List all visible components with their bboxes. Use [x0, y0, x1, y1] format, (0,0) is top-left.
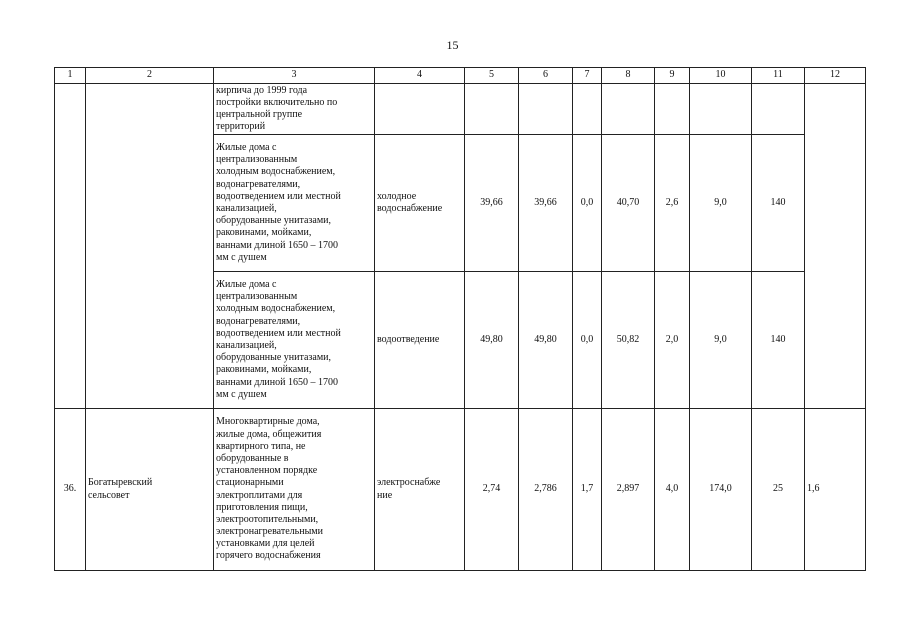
- description-line: Многоквартирные дома,: [216, 416, 320, 428]
- column-header: 12: [805, 68, 866, 84]
- column-header: 6: [519, 68, 573, 84]
- column-header: 11: [752, 68, 805, 84]
- column-header: 4: [375, 68, 465, 84]
- value-cell: [690, 84, 752, 135]
- value-cell: [752, 84, 805, 135]
- description-line: кирпича до 1999 года: [216, 84, 308, 96]
- description-line: центральной группе: [216, 109, 303, 120]
- value-cell: 2,6: [655, 135, 690, 272]
- description-line: раковинами, мойками,: [216, 364, 312, 376]
- value-cell: 174,0: [690, 409, 752, 571]
- value-cell: 40,70: [602, 135, 655, 272]
- value-cell: [805, 84, 866, 409]
- description-line: горячего водоснабжения: [216, 550, 321, 562]
- service-line: ние: [377, 489, 393, 501]
- column-header: 8: [602, 68, 655, 84]
- column-header: 9: [655, 68, 690, 84]
- description-line: установленном порядке: [216, 465, 318, 477]
- value-cell: 9,0: [690, 135, 752, 272]
- table-row: [55, 84, 866, 135]
- tariff-table: [54, 67, 866, 571]
- value-cell: 140: [752, 135, 805, 272]
- description-line: мм с душем: [216, 251, 267, 263]
- value-cell: 0,0: [573, 272, 602, 409]
- description-line: квартирного типа, не: [216, 440, 306, 452]
- municipality-cell: [86, 84, 214, 409]
- header-row: [55, 68, 866, 84]
- description-cell: [214, 84, 375, 135]
- description-line: оборудованные в: [216, 452, 289, 464]
- value-cell: [519, 84, 573, 135]
- service-line: холодное: [377, 190, 417, 202]
- column-header: 10: [690, 68, 752, 84]
- service-line: водоотведение: [377, 333, 440, 345]
- description-line: электроотопительными,: [216, 513, 319, 525]
- value-cell: 9,0: [690, 272, 752, 409]
- value-cell: 1,7: [573, 409, 602, 571]
- service-line: электроснабже: [377, 477, 441, 489]
- page-number: 15: [446, 38, 459, 52]
- table-row: [55, 409, 866, 571]
- service-cell: [375, 409, 465, 571]
- column-header: 3: [214, 68, 375, 84]
- service-line: водоснабжение: [377, 203, 443, 214]
- value-cell: [465, 84, 519, 135]
- description-line: водонагревателями,: [216, 315, 301, 327]
- description-line: раковинами, мойками,: [216, 227, 312, 239]
- description-line: приготовления пищи,: [216, 501, 308, 513]
- description-line: жилые дома, общежития: [216, 428, 322, 440]
- description-line: оборудованные унитазами,: [216, 215, 332, 227]
- description-line: Жилые дома с: [216, 279, 277, 291]
- value-cell: [602, 84, 655, 135]
- municipality-line: сельсовет: [88, 489, 130, 501]
- description-line: мм с душем: [216, 388, 267, 400]
- column-header: 7: [573, 68, 602, 84]
- description-line: электронагревательными: [216, 526, 323, 538]
- column-header: 1: [55, 68, 86, 84]
- value-cell: 49,80: [465, 272, 519, 409]
- column-header: 2: [86, 68, 214, 84]
- value-cell: 39,66: [465, 135, 519, 272]
- value-cell: 50,82: [602, 272, 655, 409]
- value-cell: 2,897: [602, 409, 655, 571]
- index-cell: [55, 84, 86, 409]
- value-cell: 4,0: [655, 409, 690, 571]
- value-cell: 1,6: [805, 409, 866, 571]
- description-cell: [214, 135, 375, 272]
- description-line: холодным водоснабжением,: [216, 303, 336, 315]
- description-cell: [214, 409, 375, 571]
- description-line: водоотведением или местной: [216, 190, 341, 202]
- value-cell: 2,0: [655, 272, 690, 409]
- service-cell: [375, 272, 465, 409]
- value-cell: [573, 84, 602, 135]
- value-cell: [655, 84, 690, 135]
- value-cell: 140: [752, 272, 805, 409]
- service-cell: [375, 84, 465, 135]
- description-line: водонагревателями,: [216, 178, 301, 190]
- column-header: 5: [465, 68, 519, 84]
- service-cell: [375, 135, 465, 272]
- description-line: стационарными: [216, 477, 284, 489]
- description-line: оборудованные унитазами,: [216, 352, 332, 364]
- description-line: Жилые дома с: [216, 142, 277, 154]
- value-cell: 25: [752, 409, 805, 571]
- description-line: постройки включительно по: [216, 96, 338, 108]
- description-line: холодным водоснабжением,: [216, 166, 336, 178]
- description-line: канализацией,: [216, 203, 277, 214]
- description-cell: [214, 272, 375, 409]
- value-cell: 2,786: [519, 409, 573, 571]
- value-cell: 0,0: [573, 135, 602, 272]
- description-line: канализацией,: [216, 340, 277, 351]
- description-line: водоотведением или местной: [216, 327, 341, 339]
- description-line: ваннами длиной 1650 – 1700: [216, 239, 338, 251]
- value-cell: 2,74: [465, 409, 519, 571]
- description-line: электроплитами для: [216, 489, 303, 501]
- municipality-cell: [86, 409, 214, 571]
- description-line: централизованным: [216, 291, 298, 303]
- value-cell: 49,80: [519, 272, 573, 409]
- value-cell: 39,66: [519, 135, 573, 272]
- description-line: территорий: [216, 121, 266, 133]
- description-line: установками для целей: [216, 538, 315, 550]
- description-line: ваннами длиной 1650 – 1700: [216, 376, 338, 388]
- municipality-line: Богатыревский: [88, 477, 153, 489]
- description-line: централизованным: [216, 154, 298, 166]
- index-cell: 36.: [55, 409, 86, 571]
